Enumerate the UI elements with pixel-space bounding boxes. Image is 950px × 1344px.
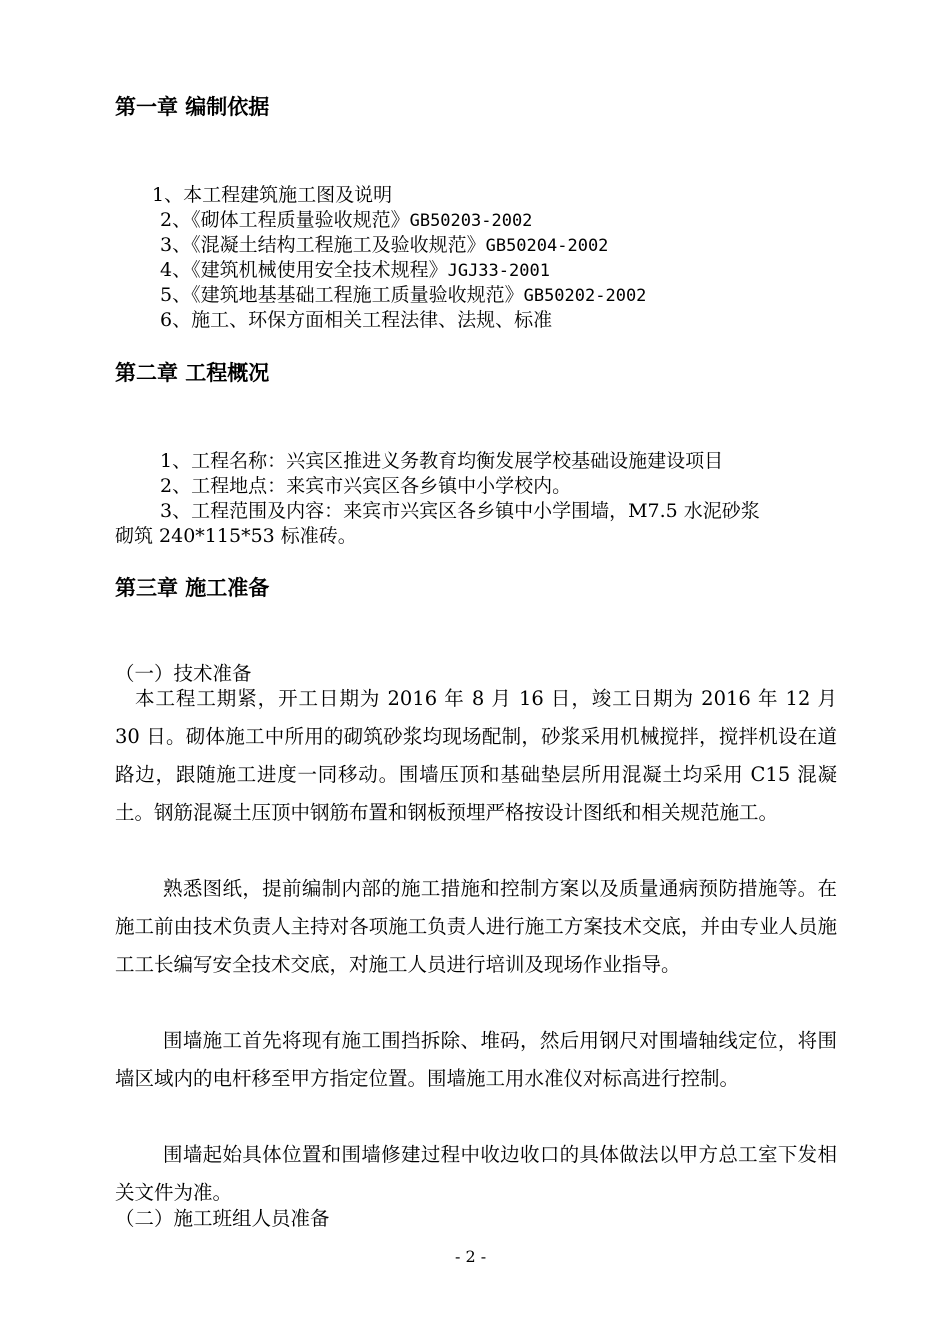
chapter-1-heading: 第一章 编制依据 [115,95,270,119]
overview-item-1: 1、工程名称：兴宾区推进义务教育均衡发展学校基础设施建设项目 [160,450,724,472]
basis-item-2: 2、《砌体工程质量验收规范》GB50203-2002 [160,209,533,231]
overview-item-2: 2、工程地点：来宾市兴宾区各乡镇中小学校内。 [160,475,572,497]
chapter-2-heading: 第二章 工程概况 [115,361,270,385]
page-number: - 2 - [455,1247,487,1266]
paragraph-drawings: 熟悉图纸，提前编制内部的施工措施和控制方案以及质量通病预防措施等。在施工前由技术负责人主持对各项施工负责人进行施工方案技术交底，并由专业人员施工工长编写安全技术交底，对施工人员进行培训及现场作业指导。 [115,877,837,976]
overview-item-3-cont: 砌筑 240*115*53 标准砖。 [115,525,357,547]
basis-item-1: 1、本工程建筑施工图及说明 [152,184,393,206]
basis-item-3: 3、《混凝土结构工程施工及验收规范》GB50204-2002 [160,234,609,256]
overview-item-3: 3、工程范围及内容：来宾市兴宾区各乡镇中小学围墙，M7.5 水泥砂浆 [160,500,760,522]
paragraph-wall-setout: 围墙施工首先将现有施工围挡拆除、堆码，然后用钢尺对围墙轴线定位，将围墙区域内的电杆移至甲方指定位置。围墙施工用水准仪对标高进行控制。 [115,1029,837,1090]
chapter-3-heading: 第三章 施工准备 [115,576,270,600]
subheading-crew-prep: （二）施工班组人员准备 [115,1207,330,1230]
subheading-technical-prep: （一）技术准备 [115,662,252,685]
basis-item-4: 4、《建筑机械使用安全技术规程》JGJ33-2001 [160,259,550,281]
paragraph-wall-details: 围墙起始具体位置和围墙修建过程中收边收口的具体做法以甲方总工室下发相关文件为准。 [115,1143,837,1204]
paragraph-schedule: 本工程工期紧，开工日期为 2016 年 8 月 16 日，竣工日期为 2016 年 12 月 30 日。砌体施工中所用的砌筑砂浆均现场配制，砂浆采用机械搅拌，搅拌机设在道路边，跟随施工进度一同移动。围墙压顶和基础垫层所用混凝土均采用 C15 混凝土。钢筋混凝土压顶中钢筋布置和钢板预埋严格按设计图纸和相关规范施工。 [115,687,837,824]
basis-item-5: 5、《建筑地基基础工程施工质量验收规范》GB50202-2002 [160,284,647,306]
basis-item-6: 6、施工、环保方面相关工程法律、法规、标准 [160,309,553,331]
